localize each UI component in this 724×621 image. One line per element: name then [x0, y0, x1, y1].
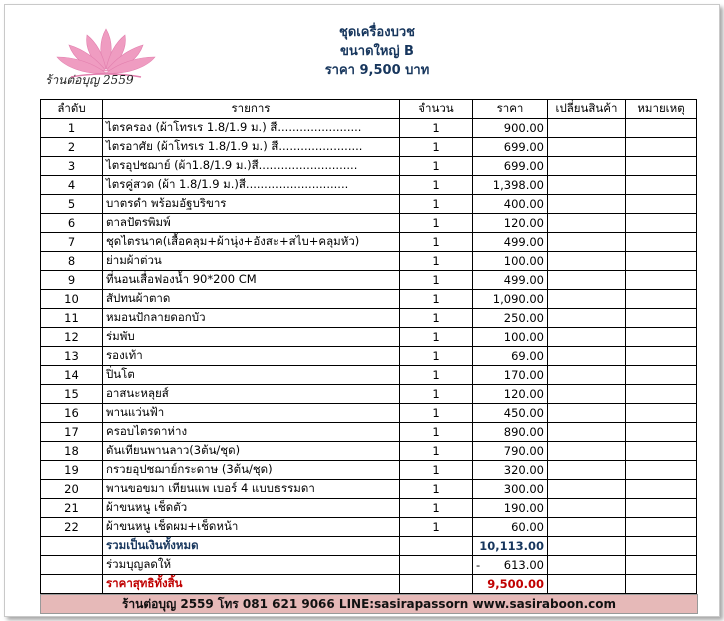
- item-name: พานขอขมา เทียนแพ เบอร์ 4 แบบธรรมดา: [103, 480, 400, 499]
- item-quantity: 1: [400, 461, 473, 480]
- item-price: 60.00: [473, 518, 548, 537]
- item-quantity: 1: [400, 290, 473, 309]
- table-row: [41, 195, 697, 214]
- table-row: [41, 499, 697, 518]
- item-price: 250.00: [473, 309, 548, 328]
- item-exchange-cell: [548, 385, 626, 404]
- net-row: [41, 575, 697, 594]
- item-exchange-cell: [548, 461, 626, 480]
- total-label: รวมเป็นเงินทั้งหมด: [103, 537, 400, 556]
- item-number: 14: [41, 366, 103, 385]
- item-name: บาตรดำ พร้อมอัฐบริขาร: [103, 195, 400, 214]
- document-header: [5, 23, 719, 80]
- item-quantity: 1: [400, 214, 473, 233]
- discount-sign: -: [476, 558, 481, 572]
- table-row: [41, 518, 697, 537]
- item-price: 699.00: [473, 138, 548, 157]
- item-name: ไตรครอง (ผ้าโทรเร 1.8/1.9 ม.) สี.......................: [103, 119, 400, 138]
- item-price: 300.00: [473, 480, 548, 499]
- item-exchange-cell: [548, 480, 626, 499]
- col-header-no: ลำดับ: [41, 100, 103, 119]
- item-note-cell: [626, 214, 697, 233]
- item-name: ดันเทียนพานลาว(3ต้น/ชุด): [103, 442, 400, 461]
- item-quantity: 1: [400, 518, 473, 537]
- item-note-cell: [626, 176, 697, 195]
- item-exchange-cell: [548, 518, 626, 537]
- item-quantity: 1: [400, 271, 473, 290]
- total-row: [41, 537, 697, 556]
- item-exchange-cell: [548, 347, 626, 366]
- col-header-note: หมายเหตุ: [626, 100, 697, 119]
- item-number: 7: [41, 233, 103, 252]
- item-number: 13: [41, 347, 103, 366]
- item-price: 100.00: [473, 328, 548, 347]
- item-note-cell: [626, 518, 697, 537]
- item-note-cell: [626, 499, 697, 518]
- table-row: [41, 328, 697, 347]
- item-number: 10: [41, 290, 103, 309]
- item-price: 1,398.00: [473, 176, 548, 195]
- item-quantity: 1: [400, 442, 473, 461]
- item-quantity: 1: [400, 366, 473, 385]
- items-table: [40, 99, 697, 594]
- item-name: ไตรคู่สวด (ผ้า 1.8/1.9 ม.)สี............................: [103, 176, 400, 195]
- item-exchange-cell: [548, 252, 626, 271]
- col-header-item: รายการ: [103, 100, 400, 119]
- item-price: 190.00: [473, 499, 548, 518]
- item-exchange-cell: [548, 176, 626, 195]
- item-note-cell: [626, 271, 697, 290]
- item-price: 120.00: [473, 214, 548, 233]
- item-price: 499.00: [473, 233, 548, 252]
- item-exchange-cell: [548, 119, 626, 138]
- item-exchange-cell: [548, 328, 626, 347]
- col-header-price: ราคา: [473, 100, 548, 119]
- item-name: พานแว่นฟ้า: [103, 404, 400, 423]
- table-row: [41, 157, 697, 176]
- item-price: 900.00: [473, 119, 548, 138]
- item-exchange-cell: [548, 404, 626, 423]
- table-row: [41, 385, 697, 404]
- item-exchange-cell: [548, 442, 626, 461]
- item-exchange-cell: [548, 499, 626, 518]
- item-name: ครอบไตรดาห่าง: [103, 423, 400, 442]
- item-price: 450.00: [473, 404, 548, 423]
- item-note-cell: [626, 461, 697, 480]
- item-price: 400.00: [473, 195, 548, 214]
- item-name: หมอนปักลายดอกบัว: [103, 309, 400, 328]
- item-note-cell: [626, 290, 697, 309]
- item-name: ชุดไตรนาค(เสื้อคลุม+ผ้านุ่ง+อังสะ+สไบ+คลุมหัว): [103, 233, 400, 252]
- item-price: 699.00: [473, 157, 548, 176]
- item-quantity: 1: [400, 233, 473, 252]
- item-price: 790.00: [473, 442, 548, 461]
- table-row: [41, 366, 697, 385]
- item-note-cell: [626, 195, 697, 214]
- item-price: 170.00: [473, 366, 548, 385]
- item-number: 17: [41, 423, 103, 442]
- table-row: [41, 442, 697, 461]
- table-row: [41, 271, 697, 290]
- table-row: [41, 480, 697, 499]
- item-name: ผ้าขนหนู เช็ดตัว: [103, 499, 400, 518]
- item-note-cell: [626, 347, 697, 366]
- item-number: 20: [41, 480, 103, 499]
- discount-row: [41, 556, 697, 575]
- document-price: ราคา 9,500 บาท: [324, 63, 430, 78]
- item-exchange-cell: [548, 195, 626, 214]
- item-number: 1: [41, 119, 103, 138]
- item-quantity: 1: [400, 176, 473, 195]
- table-row: [41, 309, 697, 328]
- item-name: สัปทนผ้าตาด: [103, 290, 400, 309]
- item-number: 4: [41, 176, 103, 195]
- item-number: 9: [41, 271, 103, 290]
- item-quantity: 1: [400, 195, 473, 214]
- item-number: 2: [41, 138, 103, 157]
- item-quantity: 1: [400, 385, 473, 404]
- item-name: ไตรอาศัย (ผ้าโทรเร 1.8/1.9 ม.) สี.......................: [103, 138, 400, 157]
- item-quantity: 1: [400, 157, 473, 176]
- item-exchange-cell: [548, 157, 626, 176]
- item-price: 499.00: [473, 271, 548, 290]
- item-exchange-cell: [548, 138, 626, 157]
- item-name: ผ้าขนหนู เช็ดผม+เช็ดหน้า: [103, 518, 400, 537]
- item-number: 11: [41, 309, 103, 328]
- item-name: กรวยอุปชฌาย์กระดาษ (3ต้น/ชุด): [103, 461, 400, 480]
- item-quantity: 1: [400, 252, 473, 271]
- shop-logo-text: ร้านต่อบุญ 2559: [45, 73, 134, 87]
- item-note-cell: [626, 366, 697, 385]
- discount-label: ร่วมบุญลดให้: [103, 556, 400, 575]
- table-row: [41, 347, 697, 366]
- item-note-cell: [626, 309, 697, 328]
- item-price: 69.00: [473, 347, 548, 366]
- item-note-cell: [626, 423, 697, 442]
- item-note-cell: [626, 480, 697, 499]
- item-name: ไตรอุปชฌาย์ (ผ้า1.8/1.9 ม.)สี...........................: [103, 157, 400, 176]
- table-row: [41, 423, 697, 442]
- item-number: 22: [41, 518, 103, 537]
- item-note-cell: [626, 138, 697, 157]
- item-price: 320.00: [473, 461, 548, 480]
- col-header-qty: จำนวน: [400, 100, 473, 119]
- table-row: [41, 290, 697, 309]
- item-price: 890.00: [473, 423, 548, 442]
- item-number: 3: [41, 157, 103, 176]
- discount-value: 613.00: [503, 558, 544, 572]
- item-number: 8: [41, 252, 103, 271]
- item-number: 5: [41, 195, 103, 214]
- total-value: 10,113.00: [473, 537, 548, 556]
- item-exchange-cell: [548, 309, 626, 328]
- table-row: [41, 404, 697, 423]
- net-label: ราคาสุทธิทั้งสิ้น: [103, 575, 400, 594]
- item-quantity: 1: [400, 347, 473, 366]
- table-header-row: [41, 100, 697, 119]
- document-size: ขนาดใหญ่ B: [340, 44, 414, 59]
- table-row: [41, 252, 697, 271]
- table-row: [41, 119, 697, 138]
- item-number: 21: [41, 499, 103, 518]
- item-quantity: 1: [400, 138, 473, 157]
- price-sheet: [4, 4, 720, 617]
- item-exchange-cell: [548, 233, 626, 252]
- table-row: [41, 233, 697, 252]
- table-row: [41, 138, 697, 157]
- item-exchange-cell: [548, 271, 626, 290]
- item-exchange-cell: [548, 214, 626, 233]
- item-price: 1,090.00: [473, 290, 548, 309]
- item-number: 12: [41, 328, 103, 347]
- item-note-cell: [626, 252, 697, 271]
- item-note-cell: [626, 157, 697, 176]
- item-name: รองเท้า: [103, 347, 400, 366]
- col-header-exchange: เปลี่ยนสินค้า: [548, 100, 626, 119]
- net-value: 9,500.00: [473, 575, 548, 594]
- item-note-cell: [626, 119, 697, 138]
- item-note-cell: [626, 404, 697, 423]
- item-name: ปิ่นโต: [103, 366, 400, 385]
- shop-contact-footer: ร้านต่อบุญ 2559 โทร 081 621 9066 LINE:sasirapassorn www.sasiraboon.com: [40, 594, 698, 614]
- item-exchange-cell: [548, 290, 626, 309]
- item-note-cell: [626, 442, 697, 461]
- table-row: [41, 176, 697, 195]
- item-exchange-cell: [548, 423, 626, 442]
- item-quantity: 1: [400, 480, 473, 499]
- item-quantity: 1: [400, 404, 473, 423]
- item-name: ที่นอนเสื่อฟองน้ำ 90*200 CM: [103, 271, 400, 290]
- item-quantity: 1: [400, 119, 473, 138]
- item-quantity: 1: [400, 423, 473, 442]
- item-price: 120.00: [473, 385, 548, 404]
- item-number: 16: [41, 404, 103, 423]
- item-name: ร่มพับ: [103, 328, 400, 347]
- item-number: 19: [41, 461, 103, 480]
- item-note-cell: [626, 233, 697, 252]
- item-name: อาสนะหลุยส์: [103, 385, 400, 404]
- item-note-cell: [626, 385, 697, 404]
- table-row: [41, 214, 697, 233]
- item-number: 15: [41, 385, 103, 404]
- item-exchange-cell: [548, 366, 626, 385]
- item-quantity: 1: [400, 328, 473, 347]
- item-quantity: 1: [400, 309, 473, 328]
- item-name: ย่ามผ้าต่วน: [103, 252, 400, 271]
- item-name: ตาลปัตรพิมพ์: [103, 214, 400, 233]
- table-row: [41, 461, 697, 480]
- item-number: 18: [41, 442, 103, 461]
- item-quantity: 1: [400, 499, 473, 518]
- item-price: 100.00: [473, 252, 548, 271]
- document-title: ชุดเครื่องบวช: [339, 25, 415, 40]
- item-note-cell: [626, 328, 697, 347]
- item-number: 6: [41, 214, 103, 233]
